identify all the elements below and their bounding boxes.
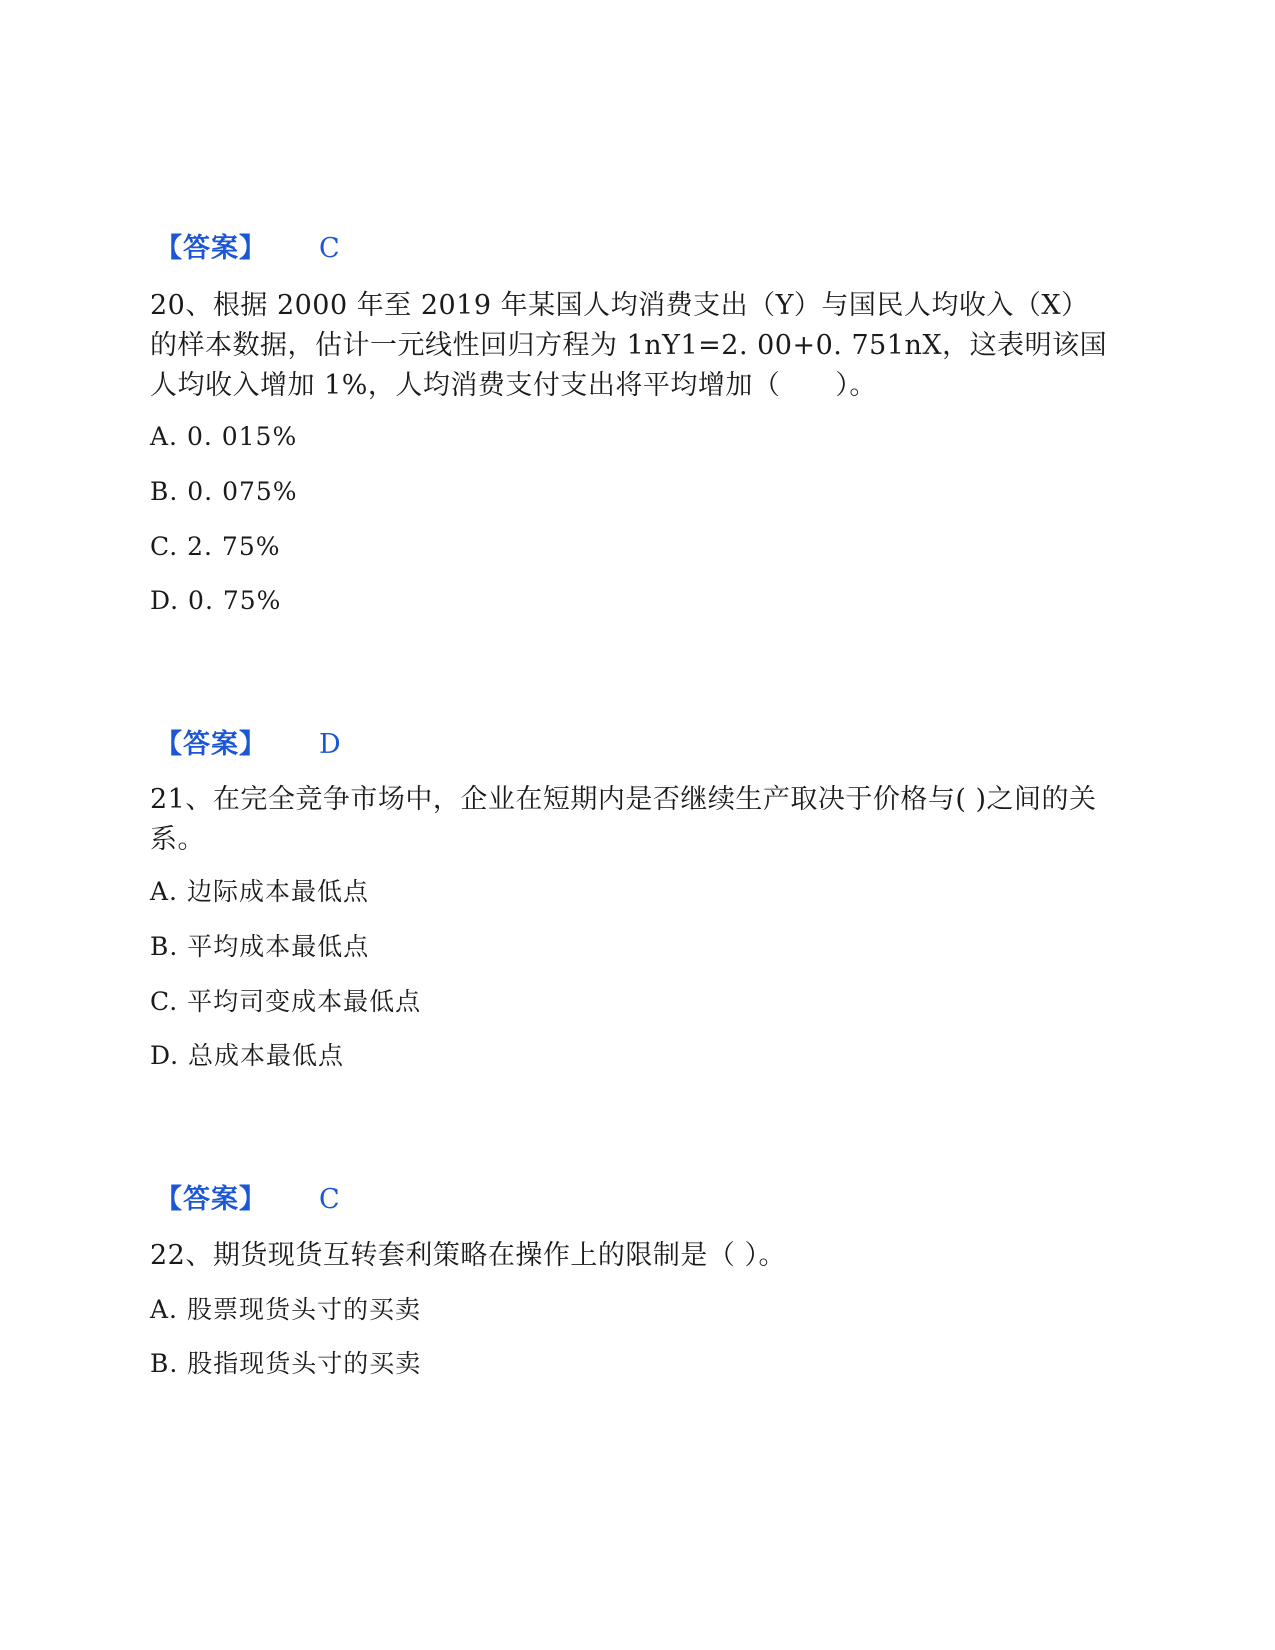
answer-value: D — [319, 729, 341, 760]
question-21-option-c: C. 平均司变成本最低点 — [150, 987, 422, 1016]
question-20-option-c: C. 2. 75% — [150, 532, 281, 561]
question-20-option-d: D. 0. 75% — [150, 586, 282, 615]
question-21-option-d: D. 总成本最低点 — [150, 1041, 345, 1070]
question-22-option-a: A. 股票现货头寸的买卖 — [150, 1295, 421, 1324]
question-21-option-b: B. 平均成本最低点 — [150, 932, 370, 961]
answer-label: 【答案】 — [155, 1184, 267, 1215]
question-20-option-b: B. 0. 075% — [150, 477, 298, 506]
question-21-option-a: A. 边际成本最低点 — [150, 877, 369, 906]
answer-value: C — [319, 1184, 340, 1215]
question-21-text: 21、在完全竞争市场中，企业在短期内是否继续生产取决于价格与( )之间的关系。 — [150, 784, 1097, 855]
answer-label: 【答案】 — [155, 729, 267, 760]
answer-value: C — [319, 233, 340, 264]
question-20-text: 20、根据 2000 年至 2019 年某国人均消费支出（Y）与国民人均收入（X）的样本数据，估计一元线性回归方程为 1nY1=2. 00+0. 751nX，这表明该国人均收入增加 1%，人均消费支付支出将平均增加（ ）。 — [150, 290, 1108, 401]
question-20-option-a: A. 0. 015% — [150, 422, 298, 451]
answer-line — [155, 728, 341, 762]
question-22-text: 22、期货现货互转套利策略在操作上的限制是（ ）。 — [150, 1240, 786, 1271]
answer-line — [155, 1183, 340, 1217]
question-22-option-b: B. 股指现货头寸的买卖 — [150, 1349, 422, 1378]
answer-line — [155, 232, 340, 266]
answer-label: 【答案】 — [155, 233, 267, 264]
